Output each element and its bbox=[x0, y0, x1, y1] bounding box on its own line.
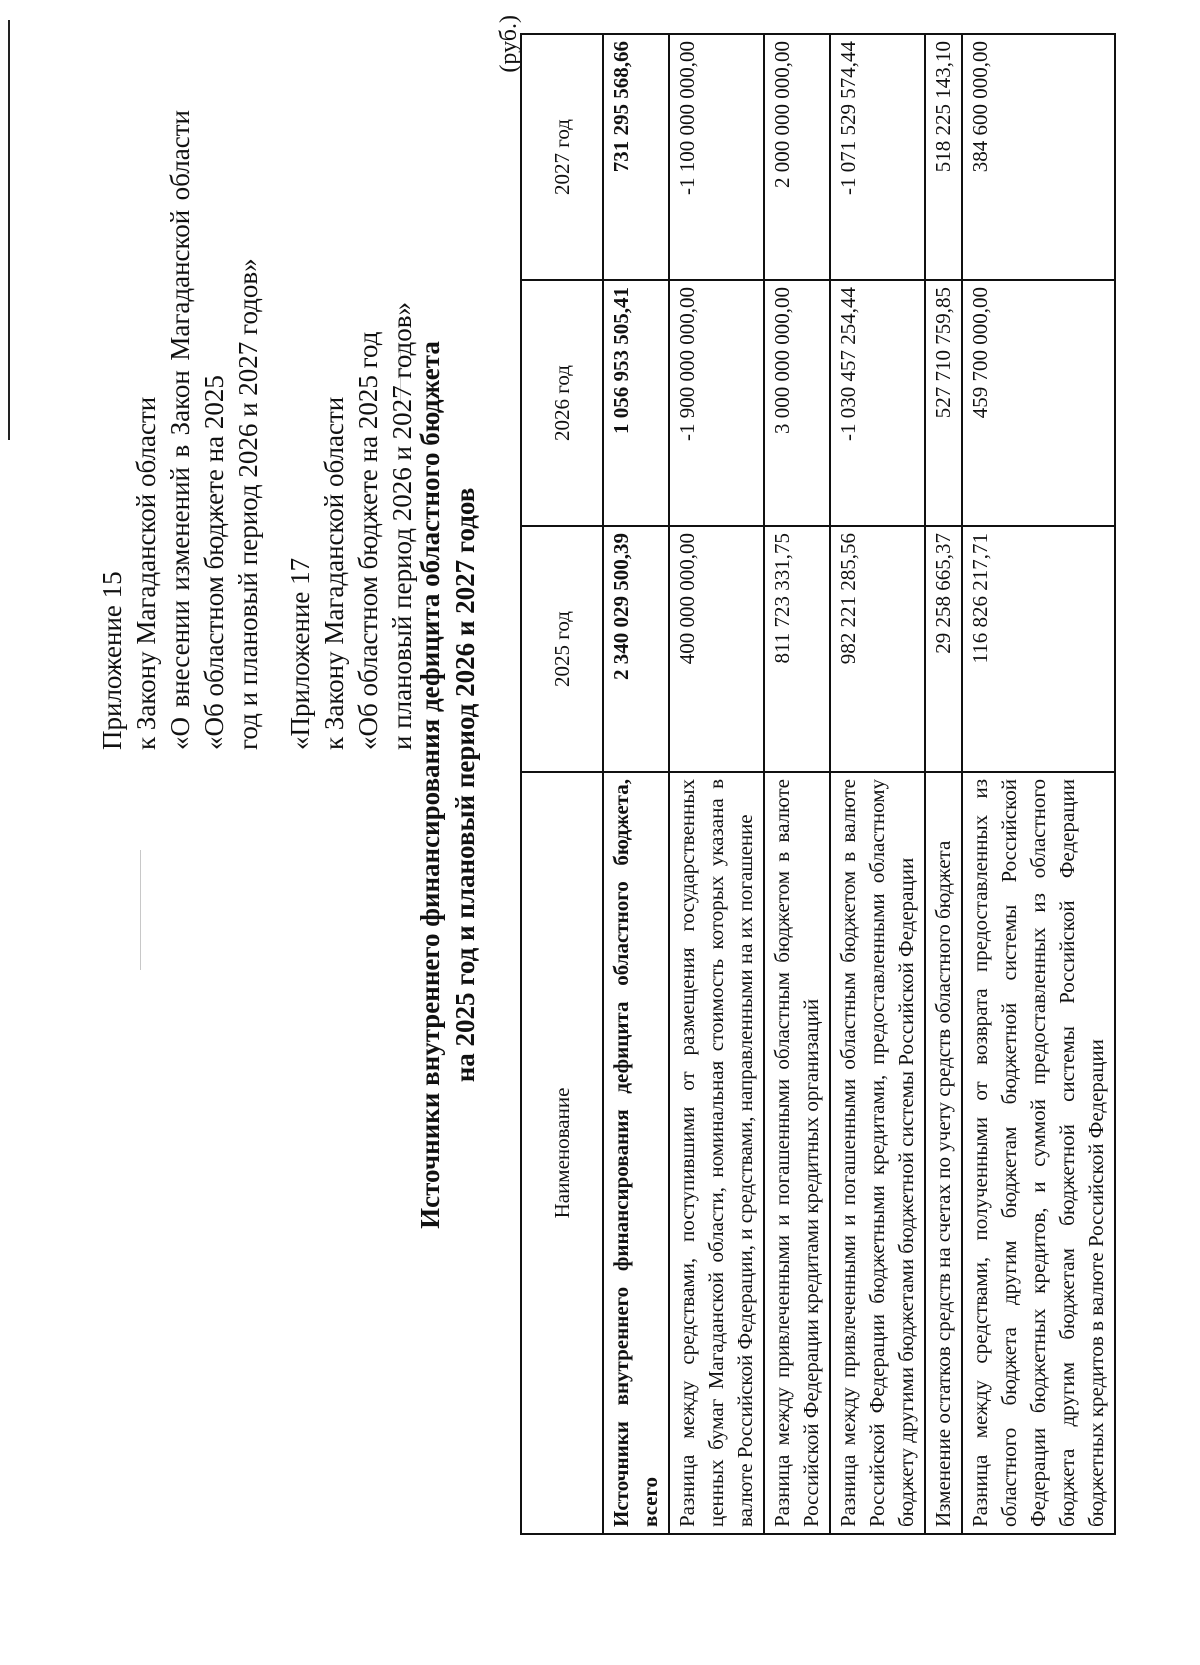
row-value-2027: -1 071 529 574,44 bbox=[830, 34, 925, 280]
row-name: Разница между средствами, полученными от возврата предоставленных из областного бюджета другим бюджетам бюджетной системы Российской Федерации бюджетных кредитов, и суммой предоставленных из областного бюджета другим бюджетам бюджетной системы Российской Федерации бюджетных кредитов в валюте Российской Федерации bbox=[962, 772, 1115, 1534]
word: в bbox=[165, 444, 195, 458]
appendix-15-line bbox=[163, 110, 197, 750]
row-name: Разница между привлеченными и погашенными областным бюджетом в валюте Российской Федерации кредитами кредитных организаций bbox=[764, 772, 830, 1534]
row-value-2025: 2 340 029 500,39 bbox=[603, 526, 669, 772]
table-row-total bbox=[603, 34, 669, 1534]
appendix-17-block bbox=[283, 110, 419, 750]
table-header-row bbox=[521, 34, 603, 1534]
word: Магаданской bbox=[165, 209, 195, 361]
table-row bbox=[764, 34, 830, 1534]
scan-edge-line bbox=[8, 20, 10, 440]
row-value-2027: 518 225 143,10 bbox=[925, 34, 962, 280]
currency-unit-label: (руб.) bbox=[496, 15, 522, 73]
appendix-15-line: Приложение 15 bbox=[97, 571, 127, 750]
table-row bbox=[669, 34, 764, 1534]
row-name: Разница между привлеченными и погашенными областным бюджетом в валюте Российской Федерации бюджетными кредитами, предоставленными областному бюджету другими бюджетами бюджетной системы Российской Федерации bbox=[830, 772, 925, 1534]
column-header-2026: 2026 год bbox=[521, 280, 603, 526]
row-name: Изменение остатков средств на счетах по учету средств областного бюджета bbox=[925, 772, 962, 1534]
column-header-name: Наименование bbox=[521, 772, 603, 1534]
row-value-2025: 116 826 217,71 bbox=[962, 526, 1115, 772]
row-value-2025: 400 000 000,00 bbox=[669, 526, 764, 772]
row-value-2025: 29 258 665,37 bbox=[925, 526, 962, 772]
column-header-2027: 2027 год bbox=[521, 34, 603, 280]
appendix-15-block bbox=[95, 110, 265, 750]
table-row bbox=[925, 34, 962, 1534]
appendix-17-line: «Об областном бюджете на 2025 год bbox=[353, 331, 383, 750]
appendix-17-line: и плановый период 2026 и 2027 годов» bbox=[387, 301, 417, 750]
word: внесении bbox=[165, 600, 195, 708]
title-line-1: Источники внутреннего финансирования дефицита областного бюджета bbox=[415, 341, 445, 1229]
row-value-2027: 731 295 568,66 bbox=[603, 34, 669, 280]
table-row bbox=[962, 34, 1115, 1534]
row-value-2026: 459 700 000,00 bbox=[962, 280, 1115, 526]
word: изменений bbox=[165, 467, 195, 591]
financing-sources-table bbox=[520, 33, 1116, 1535]
row-value-2026: -1 030 457 254,44 bbox=[830, 280, 925, 526]
row-name: Разница между средствами, поступившими от размещения государственных ценных бумаг Магаданской области, номинальная стоимость которых указана в валюте Российской Федерации, и средствами, направленными на их погашение bbox=[669, 772, 764, 1534]
table-row bbox=[830, 34, 925, 1534]
appendix-17-line: «Приложение 17 bbox=[285, 557, 315, 750]
row-value-2025: 811 723 331,75 bbox=[764, 526, 830, 772]
word: области bbox=[165, 110, 195, 201]
row-value-2025: 982 221 285,56 bbox=[830, 526, 925, 772]
document-title bbox=[413, 35, 483, 1535]
row-value-2027: 384 600 000,00 bbox=[962, 34, 1115, 280]
row-value-2026: 1 056 953 505,41 bbox=[603, 280, 669, 526]
appendix-15-line: к Закону Магаданской области bbox=[131, 396, 161, 750]
row-value-2027: 2 000 000 000,00 bbox=[764, 34, 830, 280]
appendix-15-line: «Об областном бюджете на 2025 bbox=[199, 375, 229, 750]
word: Закон bbox=[165, 370, 195, 436]
appendix-15-line: год и плановый период 2026 и 2027 годов» bbox=[233, 258, 263, 750]
column-header-2025: 2025 год bbox=[521, 526, 603, 772]
row-value-2026: -1 900 000 000,00 bbox=[669, 280, 764, 526]
word: «О bbox=[165, 717, 195, 750]
title-line-2: на 2025 год и плановый период 2026 и 2027 годов bbox=[450, 487, 480, 1083]
document-page bbox=[95, 0, 1195, 1555]
row-value-2027: -1 100 000 000,00 bbox=[669, 34, 764, 280]
appendix-17-line: к Закону Магаданской области bbox=[319, 396, 349, 750]
row-value-2026: 3 000 000 000,00 bbox=[764, 280, 830, 526]
row-name: Источники внутреннего финансирования дефицита областного бюджета, всего bbox=[603, 772, 669, 1534]
row-value-2026: 527 710 759,85 bbox=[925, 280, 962, 526]
